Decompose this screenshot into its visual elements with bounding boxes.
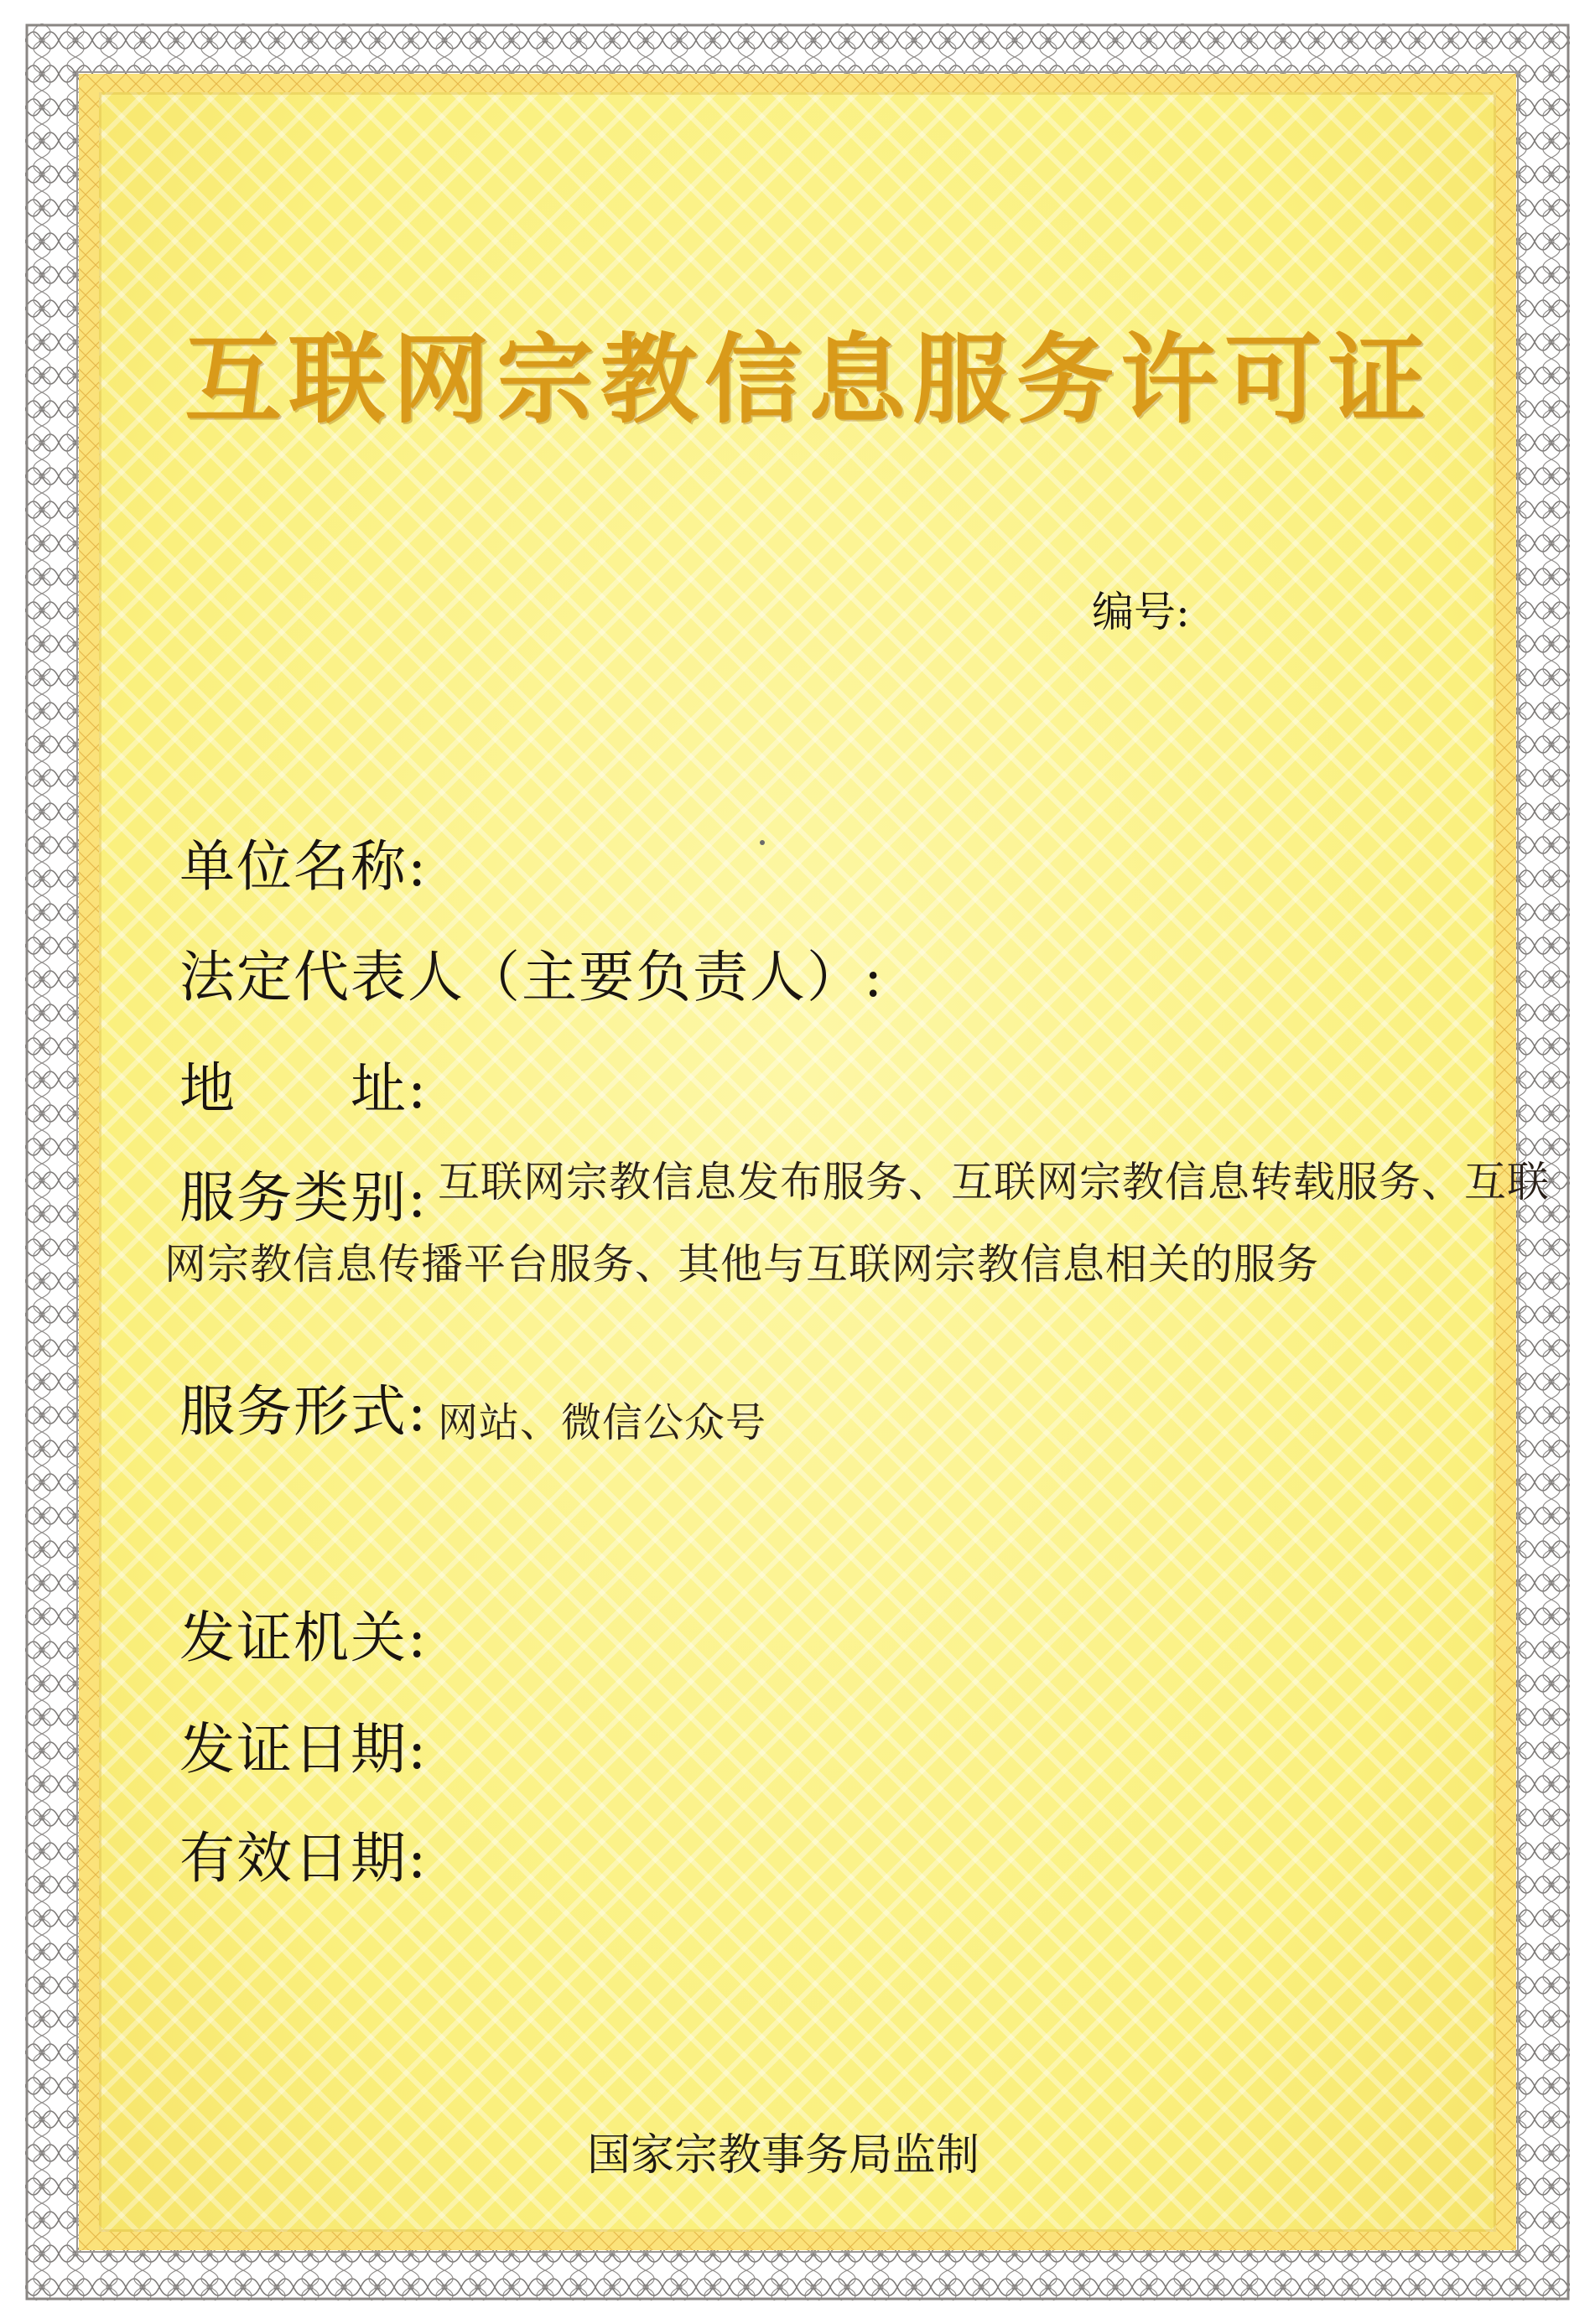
valid-date-label: 有效日期: — [179, 1826, 429, 1891]
issue-date-label: 发证日期: — [179, 1717, 429, 1782]
legal-representative-label: 法定代表人（主要负责人）: — [179, 945, 885, 1009]
address-label: 地 址: — [179, 1056, 429, 1121]
service-category-value-line2: 网宗教信息传播平台服务、其他与互联网宗教信息相关的服务 — [164, 1240, 1319, 1289]
service-form-label: 服务形式: — [179, 1379, 429, 1444]
ink-dot — [760, 840, 765, 845]
footer-supervisor: 国家宗教事务局监制 — [587, 2130, 980, 2181]
number-label: 编号: — [1092, 588, 1190, 636]
issuing-authority-label: 发证机关: — [179, 1606, 429, 1670]
unit-name-label: 单位名称: — [179, 834, 429, 899]
service-form-value: 网站、微信公众号 — [438, 1399, 767, 1446]
certificate-title: 互联网宗教信息服务许可证 — [184, 323, 1432, 437]
service-category-value-line1: 互联网宗教信息发布服务、互联网宗教信息转载服务、互联 — [438, 1158, 1550, 1206]
service-category-label: 服务类别: — [179, 1165, 429, 1230]
